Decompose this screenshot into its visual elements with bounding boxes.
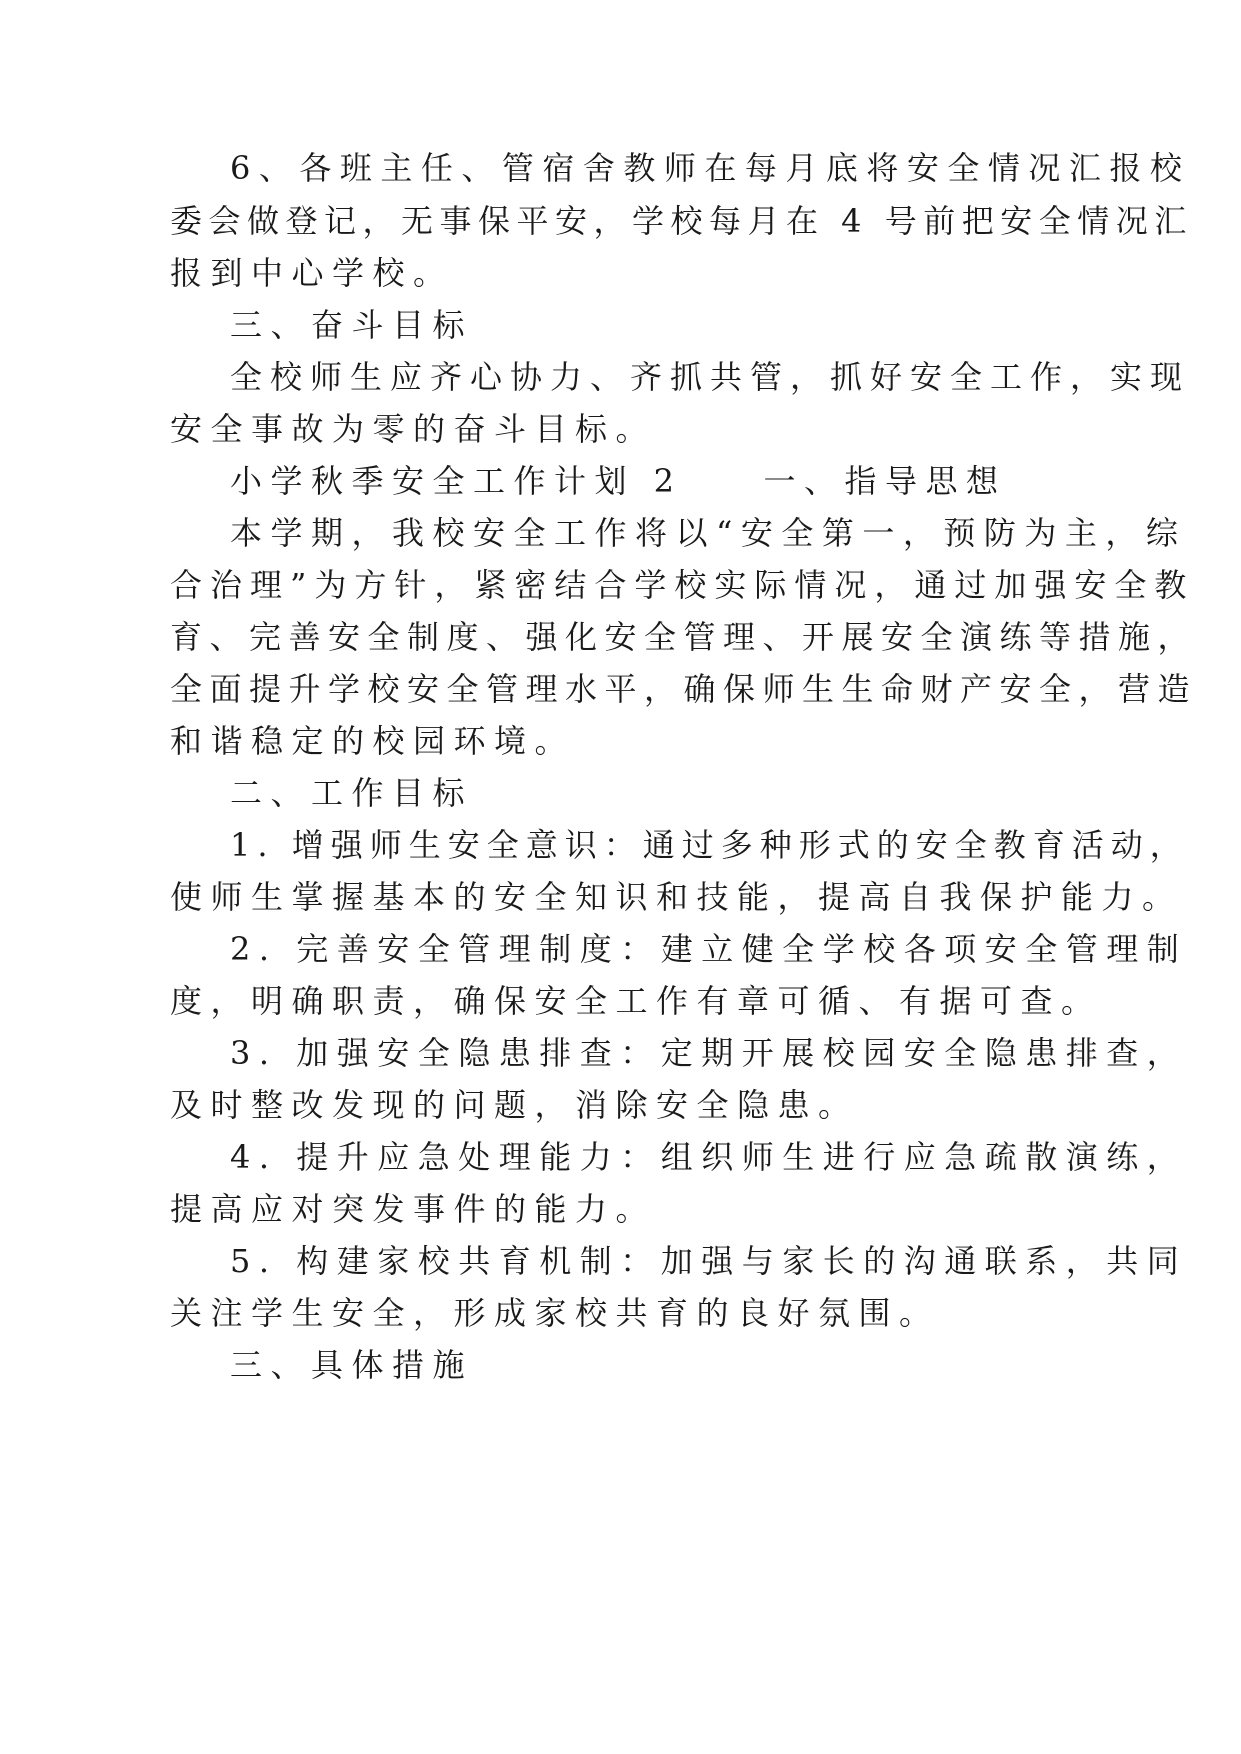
paragraph-line: 度，明确职责，确保安全工作有章可循、有据可查。 (170, 982, 1102, 1020)
section-heading: 三、具体措施 (230, 1346, 474, 1384)
section-heading: 三、奋斗目标 (230, 306, 474, 344)
list-item: 1. 增强师生安全意识：通过多种形式的安全教育活动， (230, 826, 1189, 864)
section-heading: 二、工作目标 (230, 774, 474, 812)
paragraph-line: 本学期，我校安全工作将以“安全第一，预防为主，综 (230, 514, 1187, 552)
paragraph-line: 安全事故为零的奋斗目标。 (170, 410, 657, 448)
paragraph-line: 育、完善安全制度、强化安全管理、开展安全演练等措施， (170, 618, 1198, 656)
paragraph-line: 和谐稳定的校园环境。 (170, 722, 576, 760)
paragraph-line: 提高应对突发事件的能力。 (170, 1190, 657, 1228)
list-item: 3. 加强安全隐患排查：定期开展校园安全隐患排查， (230, 1034, 1188, 1072)
paragraph-line: 合治理”为方针，紧密结合学校实际情况，通过加强安全教 (170, 566, 1195, 604)
paragraph-line: 关注学生安全，形成家校共育的良好氛围。 (170, 1294, 940, 1332)
list-item: 4. 提升应急处理能力：组织师生进行应急疏散演练， (230, 1138, 1188, 1176)
paragraph-line: 及时整改发现的问题，消除安全隐患。 (170, 1086, 859, 1124)
paragraph-line: 6、各班主任、管宿舍教师在每月底将安全情况汇报校 (230, 149, 1191, 187)
paragraph-line: 全校师生应齐心协力、齐抓共管，抓好安全工作，实现 (230, 358, 1191, 396)
paragraph-line: 全面提升学校安全管理水平，确保师生生命财产安全，营造 (170, 670, 1198, 708)
list-item: 2. 完善安全管理制度：建立健全学校各项安全管理制 (230, 930, 1188, 968)
list-item: 5. 构建家校共育机制：加强与家长的沟通联系，共同 (230, 1242, 1188, 1280)
paragraph-line: 委会做登记，无事保平安，学校每月在 4 号前把安全情况汇 (170, 202, 1193, 240)
section-heading: 小学秋季安全工作计划 2 一、指导思想 (230, 462, 1007, 500)
paragraph-line: 使师生掌握基本的安全知识和技能，提高自我保护能力。 (170, 878, 1183, 916)
paragraph-line: 报到中心学校。 (170, 254, 454, 292)
